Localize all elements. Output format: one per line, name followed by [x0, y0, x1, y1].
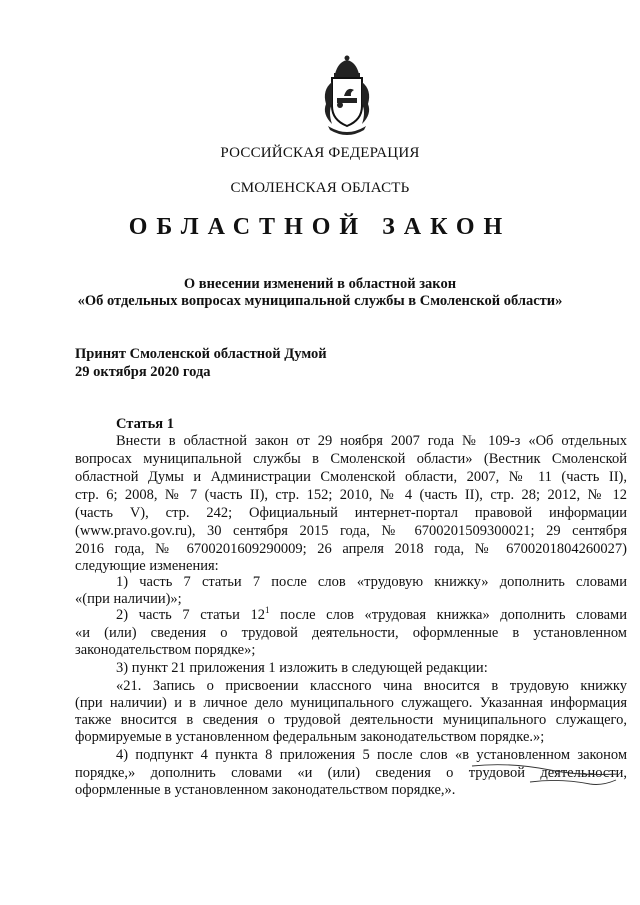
region-heading: СМОЛЕНСКАЯ ОБЛАСТЬ	[230, 180, 410, 196]
intro-line: 2016 года, № 6700201609290009; 26 апреля 2018 года, № 6700201804260027)	[75, 541, 627, 557]
adopted-by-text: Принят Смоленской областной Думой	[75, 346, 327, 362]
handwritten-mark	[470, 760, 620, 800]
intro-line: Внести в областной закон от 29 ноября 2007 года № 109-з «Об отдельных	[116, 433, 627, 449]
document-type-title: ОБЛАСТНОЙ ЗАКОН	[128, 214, 512, 240]
coat-of-arms-emblem	[318, 54, 376, 138]
country-heading: РОССИЙСКАЯ ФЕДЕРАЦИЯ	[220, 145, 420, 161]
intro-line: областной Думы и Администрации Смоленской области, 2007, № 11 (часть II),	[75, 469, 627, 485]
item-1-line-2: «(при наличии)»;	[75, 591, 182, 607]
item-3-quote-line: формируемые в установленном федеральным законодательством порядке.»;	[75, 729, 545, 745]
intro-line: вопросах муниципальной службы в Смоленской области» (Вестник Смоленской	[75, 451, 627, 467]
item-3-line-1: 3) пункт 21 приложения 1 изложить в следующей редакции:	[116, 660, 488, 676]
intro-line: следующие изменения:	[75, 558, 219, 574]
item-2-line-1: 2) часть 7 статьи $12^1$ после слов «трудовая книжка» дополнить словами	[116, 605, 627, 623]
adopted-date-text: 29 октября 2020 года	[75, 364, 211, 380]
item-4-line-3: оформленные в установленном законодательством порядке,».	[75, 782, 456, 798]
article-heading: Статья 1	[116, 416, 174, 432]
item-2-line-2: «и (или) сведения о трудовой деятельности, оформленные в установленном	[75, 625, 627, 641]
item-4-line-1: 4) подпункт 4 пункта 8 приложения 5 после слов «в установленном законом	[116, 747, 627, 763]
item-3-quote-line: также вносится в сведения о трудовой деятельности муниципального служащего,	[75, 712, 627, 728]
intro-line: (www.pravo.gov.ru), 30 сентября 2015 года, № 6700201509300021; 29 сентября	[75, 523, 627, 539]
law-subject-line-1: О внесении изменений в областной закон	[183, 276, 457, 292]
item-2-line-3: законодательством порядке»;	[75, 642, 256, 658]
law-subject-line-2: «Об отдельных вопросах муниципальной службы в Смоленской области»	[77, 293, 563, 309]
item-1-line-1: 1) часть 7 статьи 7 после слов «трудовую книжку» дополнить словами	[116, 574, 627, 590]
item-3-quote-line: (при наличии) и в личное дело муниципального служащего. Указанная информация	[75, 695, 627, 711]
intro-line: стр. 6; 2008, № 7 (часть II), стр. 152; 2010, № 4 (часть II), стр. 28; 2012, № 12	[75, 487, 627, 503]
item-3-quote-line: «21. Запись о присвоении классного чина вносится в трудовую книжку	[116, 678, 627, 694]
item-4-line-2: порядке,» дополнить словами «и (или) сведения о трудовой деятельности,	[75, 765, 627, 781]
intro-line: (часть V), стр. 242; Официальный интернет-портал правовой информации	[75, 505, 627, 521]
